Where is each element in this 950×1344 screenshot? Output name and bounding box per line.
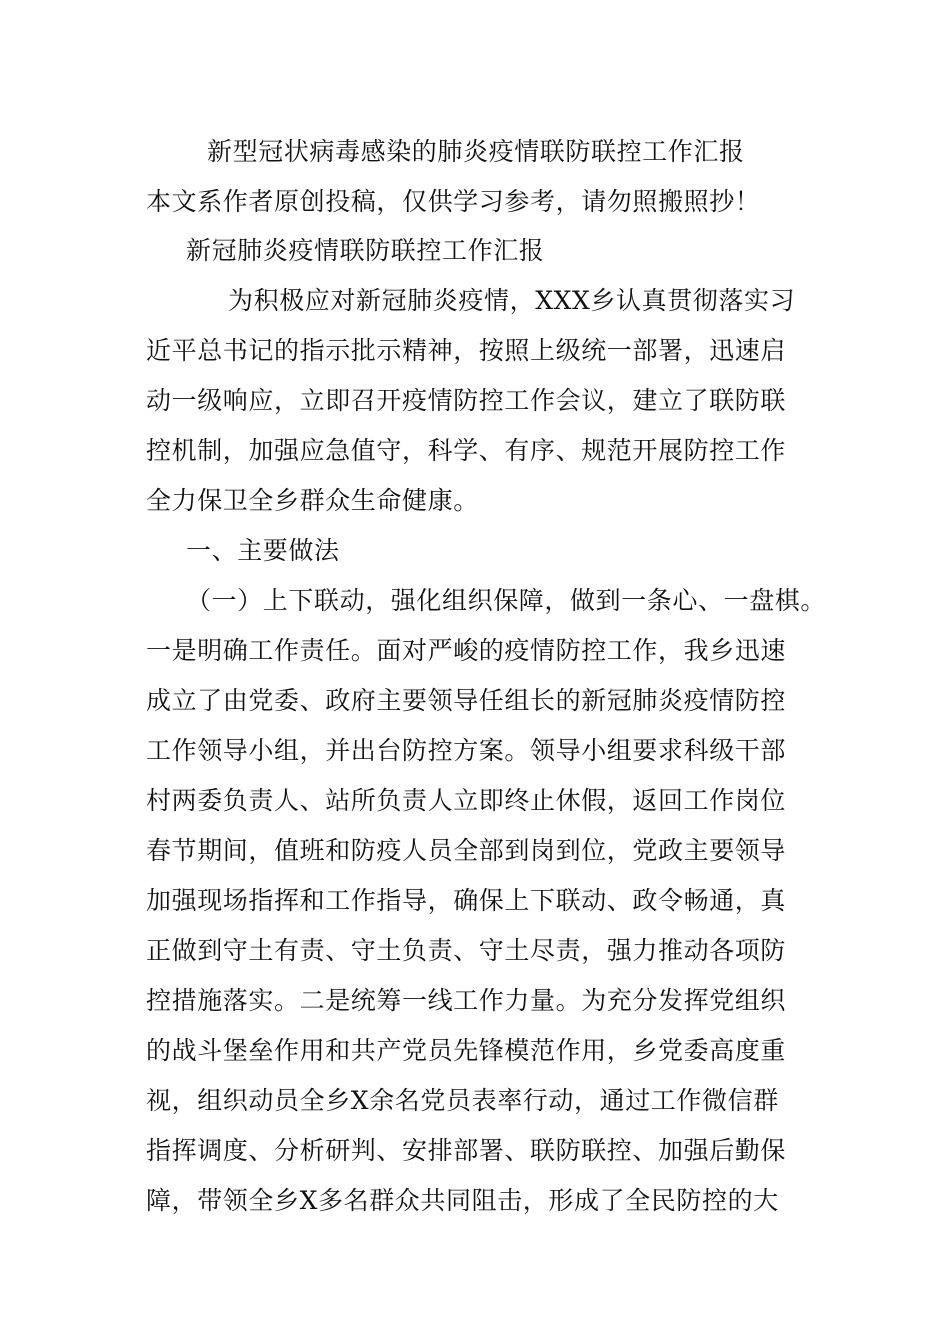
paragraph-line: 指挥调度、分析研判、安排部署、联防联控、加强后勤保 [146,1136,787,1165]
paragraph-line: 动一级响应，立即召开疫情防控工作会议，建立了联防联 [146,386,787,415]
paragraph-line: 春节期间，值班和防疫人员全部到岗到位，党政主要领导 [146,836,787,865]
paragraph-line: 控机制，加强应急值守，科学、有序、规范开展防控工作 [146,436,787,465]
paragraph-line: 一是明确工作责任。面对严峻的疫情防控工作，我乡迅速 [146,636,787,665]
paragraph-line: 工作领导小组，并出台防控方案。领导小组要求科级干部 [146,736,787,765]
paragraph-line: 障，带领全乡X多名群众共同阻击，形成了全民防控的大 [146,1186,779,1215]
paragraph-line: 视，组织动员全乡X余名党员表率行动，通过工作微信群 [146,1086,779,1115]
document-subtitle: 新冠肺炎疫情联防联控工作汇报 [186,236,545,265]
section-heading: 一、主要做法 [186,536,340,565]
paragraph-line: 全力保卫全乡群众生命健康。 [146,486,479,515]
paragraph-line: 控措施落实。二是统筹一线工作力量。为充分发挥党组织 [146,986,787,1015]
paragraph-line: 的战斗堡垒作用和共产党员先锋模范作用，乡党委高度重 [146,1036,787,1065]
paragraph-line: 近平总书记的指示批示精神，按照上级统一部署，迅速启 [146,336,787,365]
copyright-notice: 本文系作者原创投稿，仅供学习参考，请勿照搬照抄！ [146,187,761,216]
document-title: 新型冠状病毒感染的肺炎疫情联防联控工作汇报 [207,137,745,166]
paragraph-line: 成立了由党委、政府主要领导任组长的新冠肺炎疫情防控 [146,686,787,715]
subsection-heading: （一）上下联动，强化组织保障，做到一条心、一盘棋。 [186,586,827,615]
paragraph-line: 加强现场指挥和工作指导，确保上下联动、政令畅通，真 [146,886,787,915]
paragraph-line: 为积极应对新冠肺炎疫情，XXX乡认真贯彻落实习 [228,286,796,315]
paragraph-line: 正做到守土有责、守土负责、守土尽责，强力推动各项防 [146,936,787,965]
paragraph-line: 村两委负责人、站所负责人立即终止休假，返回工作岗位 [146,786,787,815]
